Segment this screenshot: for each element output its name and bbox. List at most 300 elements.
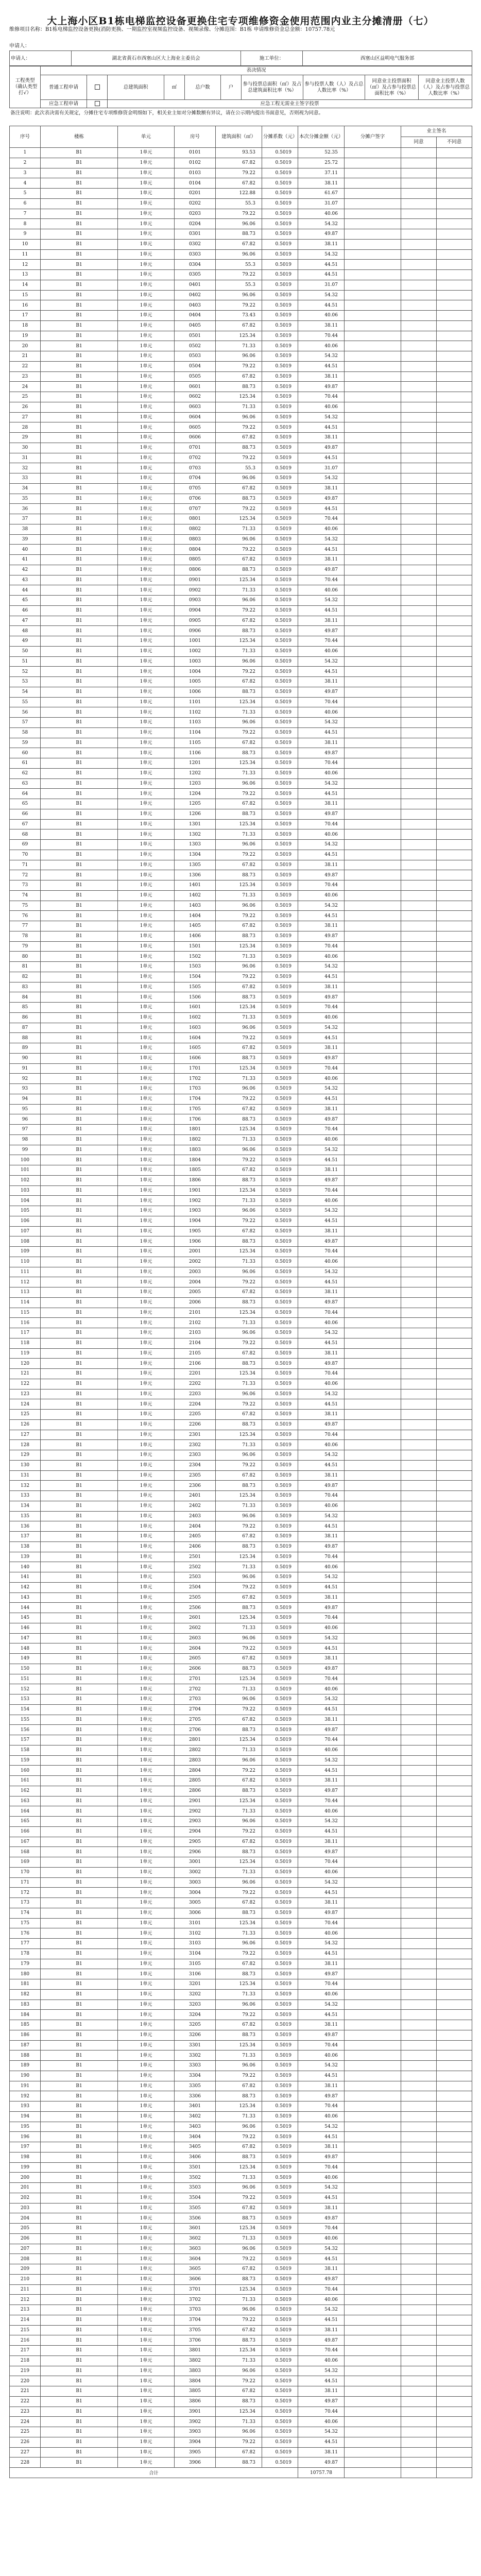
row-agree-cell[interactable] xyxy=(401,1562,437,1572)
row-disagree-cell[interactable] xyxy=(437,2355,472,2366)
row-agree-cell[interactable] xyxy=(401,249,437,260)
row-agree-cell[interactable] xyxy=(401,1145,437,1155)
row-agree-cell[interactable] xyxy=(401,1318,437,1328)
row-sign-cell[interactable] xyxy=(345,1837,401,1847)
row-disagree-cell[interactable] xyxy=(437,789,472,799)
row-sign-cell[interactable] xyxy=(345,2081,401,2091)
row-sign-cell[interactable] xyxy=(345,1847,401,1857)
row-agree-cell[interactable] xyxy=(401,2335,437,2346)
row-disagree-cell[interactable] xyxy=(437,290,472,300)
row-agree-cell[interactable] xyxy=(401,1959,437,1969)
row-sign-cell[interactable] xyxy=(345,1999,401,2010)
row-disagree-cell[interactable] xyxy=(437,2102,472,2112)
row-sign-cell[interactable] xyxy=(345,1928,401,1939)
row-agree-cell[interactable] xyxy=(401,2152,437,2162)
row-agree-cell[interactable] xyxy=(401,1348,437,1359)
row-sign-cell[interactable] xyxy=(345,1674,401,1684)
row-agree-cell[interactable] xyxy=(401,596,437,606)
row-disagree-cell[interactable] xyxy=(437,748,472,758)
row-sign-cell[interactable] xyxy=(345,2274,401,2284)
row-agree-cell[interactable] xyxy=(401,1847,437,1857)
row-sign-cell[interactable] xyxy=(345,626,401,636)
row-sign-cell[interactable] xyxy=(345,300,401,311)
row-disagree-cell[interactable] xyxy=(437,320,472,331)
row-sign-cell[interactable] xyxy=(345,1725,401,1735)
row-disagree-cell[interactable] xyxy=(437,2142,472,2153)
row-sign-cell[interactable] xyxy=(345,667,401,677)
row-disagree-cell[interactable] xyxy=(437,1633,472,1643)
row-sign-cell[interactable] xyxy=(345,850,401,860)
row-sign-cell[interactable] xyxy=(345,2020,401,2030)
row-disagree-cell[interactable] xyxy=(437,1582,472,1592)
row-disagree-cell[interactable] xyxy=(437,941,472,952)
row-agree-cell[interactable] xyxy=(401,850,437,860)
row-sign-cell[interactable] xyxy=(345,1074,401,1084)
row-sign-cell[interactable] xyxy=(345,2132,401,2142)
row-disagree-cell[interactable] xyxy=(437,829,472,840)
row-agree-cell[interactable] xyxy=(401,1023,437,1033)
row-agree-cell[interactable] xyxy=(401,727,437,738)
row-sign-cell[interactable] xyxy=(345,1175,401,1185)
row-disagree-cell[interactable] xyxy=(437,1664,472,1674)
row-sign-cell[interactable] xyxy=(345,1654,401,1664)
row-sign-cell[interactable] xyxy=(345,158,401,168)
row-sign-cell[interactable] xyxy=(345,1023,401,1033)
row-sign-cell[interactable] xyxy=(345,1898,401,1908)
row-disagree-cell[interactable] xyxy=(437,1969,472,1979)
row-agree-cell[interactable] xyxy=(401,422,437,433)
row-agree-cell[interactable] xyxy=(401,1104,437,1114)
row-sign-cell[interactable] xyxy=(345,534,401,545)
row-sign-cell[interactable] xyxy=(345,2183,401,2193)
row-sign-cell[interactable] xyxy=(345,1460,401,1470)
row-agree-cell[interactable] xyxy=(401,2325,437,2335)
row-sign-cell[interactable] xyxy=(345,555,401,565)
row-agree-cell[interactable] xyxy=(401,443,437,453)
row-sign-cell[interactable] xyxy=(345,697,401,707)
row-sign-cell[interactable] xyxy=(345,789,401,799)
row-agree-cell[interactable] xyxy=(401,1277,437,1287)
row-sign-cell[interactable] xyxy=(345,311,401,321)
row-sign-cell[interactable] xyxy=(345,809,401,819)
row-disagree-cell[interactable] xyxy=(437,402,472,412)
row-agree-cell[interactable] xyxy=(401,962,437,972)
row-agree-cell[interactable] xyxy=(401,239,437,249)
row-sign-cell[interactable] xyxy=(345,1125,401,1135)
row-disagree-cell[interactable] xyxy=(437,494,472,504)
row-agree-cell[interactable] xyxy=(401,351,437,362)
row-sign-cell[interactable] xyxy=(345,2335,401,2346)
row-sign-cell[interactable] xyxy=(345,605,401,616)
row-sign-cell[interactable] xyxy=(345,952,401,962)
row-sign-cell[interactable] xyxy=(345,341,401,351)
row-disagree-cell[interactable] xyxy=(437,1226,472,1236)
row-disagree-cell[interactable] xyxy=(437,1399,472,1410)
row-sign-cell[interactable] xyxy=(345,829,401,840)
row-disagree-cell[interactable] xyxy=(437,2366,472,2376)
row-sign-cell[interactable] xyxy=(345,1012,401,1023)
row-sign-cell[interactable] xyxy=(345,371,401,382)
row-disagree-cell[interactable] xyxy=(437,2203,472,2213)
row-sign-cell[interactable] xyxy=(345,1826,401,1837)
row-sign-cell[interactable] xyxy=(345,2213,401,2224)
row-disagree-cell[interactable] xyxy=(437,2050,472,2061)
row-sign-cell[interactable] xyxy=(345,972,401,982)
row-sign-cell[interactable] xyxy=(345,901,401,911)
row-agree-cell[interactable] xyxy=(401,1084,437,1094)
row-sign-cell[interactable] xyxy=(345,1114,401,1125)
row-sign-cell[interactable] xyxy=(345,1888,401,1898)
row-disagree-cell[interactable] xyxy=(437,1216,472,1226)
row-disagree-cell[interactable] xyxy=(437,2040,472,2050)
row-sign-cell[interactable] xyxy=(345,768,401,778)
row-sign-cell[interactable] xyxy=(345,2437,401,2447)
row-agree-cell[interactable] xyxy=(401,1063,437,1074)
row-agree-cell[interactable] xyxy=(401,1175,437,1185)
row-sign-cell[interactable] xyxy=(345,545,401,555)
row-sign-cell[interactable] xyxy=(345,1003,401,1013)
row-disagree-cell[interactable] xyxy=(437,1033,472,1043)
row-agree-cell[interactable] xyxy=(401,809,437,819)
row-agree-cell[interactable] xyxy=(401,840,437,850)
row-sign-cell[interactable] xyxy=(345,1338,401,1348)
row-sign-cell[interactable] xyxy=(345,270,401,280)
row-sign-cell[interactable] xyxy=(345,1867,401,1877)
row-agree-cell[interactable] xyxy=(401,433,437,443)
row-agree-cell[interactable] xyxy=(401,1236,437,1247)
row-disagree-cell[interactable] xyxy=(437,1134,472,1145)
row-sign-cell[interactable] xyxy=(345,2264,401,2275)
row-sign-cell[interactable] xyxy=(345,1817,401,1827)
row-disagree-cell[interactable] xyxy=(437,2020,472,2030)
row-sign-cell[interactable] xyxy=(345,1348,401,1359)
row-agree-cell[interactable] xyxy=(401,189,437,199)
row-agree-cell[interactable] xyxy=(401,1654,437,1664)
row-disagree-cell[interactable] xyxy=(437,249,472,260)
row-disagree-cell[interactable] xyxy=(437,189,472,199)
row-sign-cell[interactable] xyxy=(345,2305,401,2315)
row-disagree-cell[interactable] xyxy=(437,718,472,728)
row-agree-cell[interactable] xyxy=(401,799,437,809)
row-agree-cell[interactable] xyxy=(401,300,437,311)
row-disagree-cell[interactable] xyxy=(437,636,472,647)
row-disagree-cell[interactable] xyxy=(437,148,472,158)
row-agree-cell[interactable] xyxy=(401,1643,437,1654)
row-sign-cell[interactable] xyxy=(345,1989,401,1999)
row-disagree-cell[interactable] xyxy=(437,1796,472,1806)
row-sign-cell[interactable] xyxy=(345,646,401,656)
row-disagree-cell[interactable] xyxy=(437,1501,472,1511)
row-disagree-cell[interactable] xyxy=(437,2233,472,2244)
row-sign-cell[interactable] xyxy=(345,596,401,606)
row-agree-cell[interactable] xyxy=(401,2091,437,2102)
row-agree-cell[interactable] xyxy=(401,341,437,351)
row-disagree-cell[interactable] xyxy=(437,2346,472,2356)
row-agree-cell[interactable] xyxy=(401,1766,437,1776)
row-agree-cell[interactable] xyxy=(401,1134,437,1145)
row-agree-cell[interactable] xyxy=(401,1796,437,1806)
row-sign-cell[interactable] xyxy=(345,1440,401,1450)
row-sign-cell[interactable] xyxy=(345,1796,401,1806)
row-sign-cell[interactable] xyxy=(345,382,401,392)
row-sign-cell[interactable] xyxy=(345,2295,401,2305)
row-sign-cell[interactable] xyxy=(345,1491,401,1501)
row-sign-cell[interactable] xyxy=(345,443,401,453)
row-agree-cell[interactable] xyxy=(401,1165,437,1176)
row-sign-cell[interactable] xyxy=(345,483,401,494)
row-agree-cell[interactable] xyxy=(401,1399,437,1410)
row-agree-cell[interactable] xyxy=(401,1338,437,1348)
row-disagree-cell[interactable] xyxy=(437,1369,472,1379)
row-sign-cell[interactable] xyxy=(345,433,401,443)
row-disagree-cell[interactable] xyxy=(437,596,472,606)
row-disagree-cell[interactable] xyxy=(437,270,472,280)
row-sign-cell[interactable] xyxy=(345,819,401,829)
row-disagree-cell[interactable] xyxy=(437,656,472,667)
row-sign-cell[interactable] xyxy=(345,1399,401,1410)
row-sign-cell[interactable] xyxy=(345,707,401,718)
row-disagree-cell[interactable] xyxy=(437,1552,472,1562)
row-disagree-cell[interactable] xyxy=(437,1888,472,1898)
row-agree-cell[interactable] xyxy=(401,1369,437,1379)
row-agree-cell[interactable] xyxy=(401,1918,437,1928)
row-disagree-cell[interactable] xyxy=(437,1572,472,1583)
row-agree-cell[interactable] xyxy=(401,1094,437,1104)
row-agree-cell[interactable] xyxy=(401,2193,437,2203)
row-agree-cell[interactable] xyxy=(401,1908,437,1918)
row-agree-cell[interactable] xyxy=(401,1287,437,1298)
row-agree-cell[interactable] xyxy=(401,1633,437,1643)
row-disagree-cell[interactable] xyxy=(437,1196,472,1206)
row-disagree-cell[interactable] xyxy=(437,1521,472,1532)
row-sign-cell[interactable] xyxy=(345,799,401,809)
row-sign-cell[interactable] xyxy=(345,1908,401,1918)
row-agree-cell[interactable] xyxy=(401,758,437,769)
row-disagree-cell[interactable] xyxy=(437,585,472,596)
row-disagree-cell[interactable] xyxy=(437,2284,472,2295)
row-disagree-cell[interactable] xyxy=(437,758,472,769)
row-agree-cell[interactable] xyxy=(401,972,437,982)
row-disagree-cell[interactable] xyxy=(437,1267,472,1277)
row-agree-cell[interactable] xyxy=(401,2355,437,2366)
row-disagree-cell[interactable] xyxy=(437,2183,472,2193)
row-sign-cell[interactable] xyxy=(345,239,401,249)
row-agree-cell[interactable] xyxy=(401,870,437,880)
row-agree-cell[interactable] xyxy=(401,911,437,921)
row-agree-cell[interactable] xyxy=(401,280,437,290)
row-sign-cell[interactable] xyxy=(345,1257,401,1267)
row-disagree-cell[interactable] xyxy=(437,463,472,473)
row-sign-cell[interactable] xyxy=(345,1582,401,1592)
row-disagree-cell[interactable] xyxy=(437,443,472,453)
row-agree-cell[interactable] xyxy=(401,1003,437,1013)
row-agree-cell[interactable] xyxy=(401,1582,437,1592)
row-disagree-cell[interactable] xyxy=(437,1562,472,1572)
row-sign-cell[interactable] xyxy=(345,840,401,850)
row-sign-cell[interactable] xyxy=(345,616,401,626)
row-disagree-cell[interactable] xyxy=(437,2213,472,2224)
row-sign-cell[interactable] xyxy=(345,260,401,270)
row-disagree-cell[interactable] xyxy=(437,1755,472,1766)
row-sign-cell[interactable] xyxy=(345,422,401,433)
row-sign-cell[interactable] xyxy=(345,890,401,901)
row-disagree-cell[interactable] xyxy=(437,992,472,1003)
row-disagree-cell[interactable] xyxy=(437,1389,472,1399)
row-disagree-cell[interactable] xyxy=(437,1318,472,1328)
row-sign-cell[interactable] xyxy=(345,1369,401,1379)
row-disagree-cell[interactable] xyxy=(437,768,472,778)
row-agree-cell[interactable] xyxy=(401,860,437,870)
row-agree-cell[interactable] xyxy=(401,463,437,473)
row-agree-cell[interactable] xyxy=(401,1521,437,1532)
row-sign-cell[interactable] xyxy=(345,1063,401,1074)
row-agree-cell[interactable] xyxy=(401,626,437,636)
row-sign-cell[interactable] xyxy=(345,1623,401,1633)
row-disagree-cell[interactable] xyxy=(437,1908,472,1918)
row-sign-cell[interactable] xyxy=(345,1308,401,1318)
row-disagree-cell[interactable] xyxy=(437,2305,472,2315)
row-disagree-cell[interactable] xyxy=(437,911,472,921)
row-agree-cell[interactable] xyxy=(401,1033,437,1043)
row-agree-cell[interactable] xyxy=(401,524,437,534)
row-agree-cell[interactable] xyxy=(401,1125,437,1135)
row-sign-cell[interactable] xyxy=(345,229,401,240)
row-disagree-cell[interactable] xyxy=(437,1623,472,1633)
row-disagree-cell[interactable] xyxy=(437,1338,472,1348)
row-agree-cell[interactable] xyxy=(401,2295,437,2305)
row-disagree-cell[interactable] xyxy=(437,1165,472,1176)
row-disagree-cell[interactable] xyxy=(437,1918,472,1928)
row-disagree-cell[interactable] xyxy=(437,2193,472,2203)
row-agree-cell[interactable] xyxy=(401,504,437,514)
row-disagree-cell[interactable] xyxy=(437,931,472,941)
row-agree-cell[interactable] xyxy=(401,1877,437,1888)
row-disagree-cell[interactable] xyxy=(437,1410,472,1420)
row-disagree-cell[interactable] xyxy=(437,1928,472,1939)
row-sign-cell[interactable] xyxy=(345,494,401,504)
row-disagree-cell[interactable] xyxy=(437,1104,472,1114)
row-disagree-cell[interactable] xyxy=(437,514,472,524)
row-agree-cell[interactable] xyxy=(401,789,437,799)
row-sign-cell[interactable] xyxy=(345,2152,401,2162)
row-sign-cell[interactable] xyxy=(345,982,401,992)
row-disagree-cell[interactable] xyxy=(437,1766,472,1776)
row-sign-cell[interactable] xyxy=(345,1939,401,1949)
row-agree-cell[interactable] xyxy=(401,2458,437,2468)
row-disagree-cell[interactable] xyxy=(437,2427,472,2437)
row-disagree-cell[interactable] xyxy=(437,371,472,382)
row-sign-cell[interactable] xyxy=(345,1145,401,1155)
row-disagree-cell[interactable] xyxy=(437,1257,472,1267)
row-agree-cell[interactable] xyxy=(401,209,437,219)
row-disagree-cell[interactable] xyxy=(437,1898,472,1908)
row-disagree-cell[interactable] xyxy=(437,962,472,972)
row-disagree-cell[interactable] xyxy=(437,605,472,616)
row-agree-cell[interactable] xyxy=(401,2427,437,2437)
row-sign-cell[interactable] xyxy=(345,1511,401,1521)
row-disagree-cell[interactable] xyxy=(437,2111,472,2122)
row-agree-cell[interactable] xyxy=(401,819,437,829)
row-agree-cell[interactable] xyxy=(401,2122,437,2132)
row-sign-cell[interactable] xyxy=(345,2244,401,2254)
row-disagree-cell[interactable] xyxy=(437,921,472,931)
row-agree-cell[interactable] xyxy=(401,148,437,158)
row-disagree-cell[interactable] xyxy=(437,2325,472,2335)
row-agree-cell[interactable] xyxy=(401,1267,437,1277)
row-disagree-cell[interactable] xyxy=(437,707,472,718)
row-disagree-cell[interactable] xyxy=(437,819,472,829)
row-agree-cell[interactable] xyxy=(401,1715,437,1725)
row-sign-cell[interactable] xyxy=(345,1318,401,1328)
row-sign-cell[interactable] xyxy=(345,1134,401,1145)
row-disagree-cell[interactable] xyxy=(437,565,472,575)
row-disagree-cell[interactable] xyxy=(437,1511,472,1521)
row-disagree-cell[interactable] xyxy=(437,392,472,402)
row-disagree-cell[interactable] xyxy=(437,1745,472,1755)
row-disagree-cell[interactable] xyxy=(437,2335,472,2346)
row-disagree-cell[interactable] xyxy=(437,687,472,697)
row-agree-cell[interactable] xyxy=(401,585,437,596)
row-sign-cell[interactable] xyxy=(345,1613,401,1623)
row-agree-cell[interactable] xyxy=(401,1928,437,1939)
row-agree-cell[interactable] xyxy=(401,2386,437,2397)
row-disagree-cell[interactable] xyxy=(437,1308,472,1318)
row-agree-cell[interactable] xyxy=(401,1155,437,1165)
row-sign-cell[interactable] xyxy=(345,921,401,931)
row-agree-cell[interactable] xyxy=(401,2111,437,2122)
row-sign-cell[interactable] xyxy=(345,2224,401,2234)
row-disagree-cell[interactable] xyxy=(437,473,472,484)
row-disagree-cell[interactable] xyxy=(437,1603,472,1613)
row-disagree-cell[interactable] xyxy=(437,1541,472,1552)
row-sign-cell[interactable] xyxy=(345,1226,401,1236)
row-disagree-cell[interactable] xyxy=(437,1979,472,1990)
row-agree-cell[interactable] xyxy=(401,1196,437,1206)
row-disagree-cell[interactable] xyxy=(437,738,472,748)
row-agree-cell[interactable] xyxy=(401,1328,437,1338)
row-sign-cell[interactable] xyxy=(345,2386,401,2397)
row-agree-cell[interactable] xyxy=(401,1664,437,1674)
row-sign-cell[interactable] xyxy=(345,727,401,738)
row-agree-cell[interactable] xyxy=(401,494,437,504)
row-agree-cell[interactable] xyxy=(401,2213,437,2224)
row-sign-cell[interactable] xyxy=(345,1501,401,1511)
row-disagree-cell[interactable] xyxy=(437,209,472,219)
row-sign-cell[interactable] xyxy=(345,1267,401,1277)
row-agree-cell[interactable] xyxy=(401,1053,437,1063)
row-sign-cell[interactable] xyxy=(345,1643,401,1654)
row-agree-cell[interactable] xyxy=(401,1939,437,1949)
row-disagree-cell[interactable] xyxy=(437,860,472,870)
row-agree-cell[interactable] xyxy=(401,1419,437,1430)
row-disagree-cell[interactable] xyxy=(437,1094,472,1104)
row-sign-cell[interactable] xyxy=(345,249,401,260)
row-sign-cell[interactable] xyxy=(345,178,401,189)
row-agree-cell[interactable] xyxy=(401,1867,437,1877)
row-sign-cell[interactable] xyxy=(345,1948,401,1959)
row-disagree-cell[interactable] xyxy=(437,1277,472,1287)
row-sign-cell[interactable] xyxy=(345,748,401,758)
row-sign-cell[interactable] xyxy=(345,524,401,534)
row-disagree-cell[interactable] xyxy=(437,2274,472,2284)
row-sign-cell[interactable] xyxy=(345,2193,401,2203)
row-sign-cell[interactable] xyxy=(345,931,401,941)
row-disagree-cell[interactable] xyxy=(437,555,472,565)
row-disagree-cell[interactable] xyxy=(437,2376,472,2386)
row-agree-cell[interactable] xyxy=(401,1817,437,1827)
row-disagree-cell[interactable] xyxy=(437,483,472,494)
row-disagree-cell[interactable] xyxy=(437,1725,472,1735)
